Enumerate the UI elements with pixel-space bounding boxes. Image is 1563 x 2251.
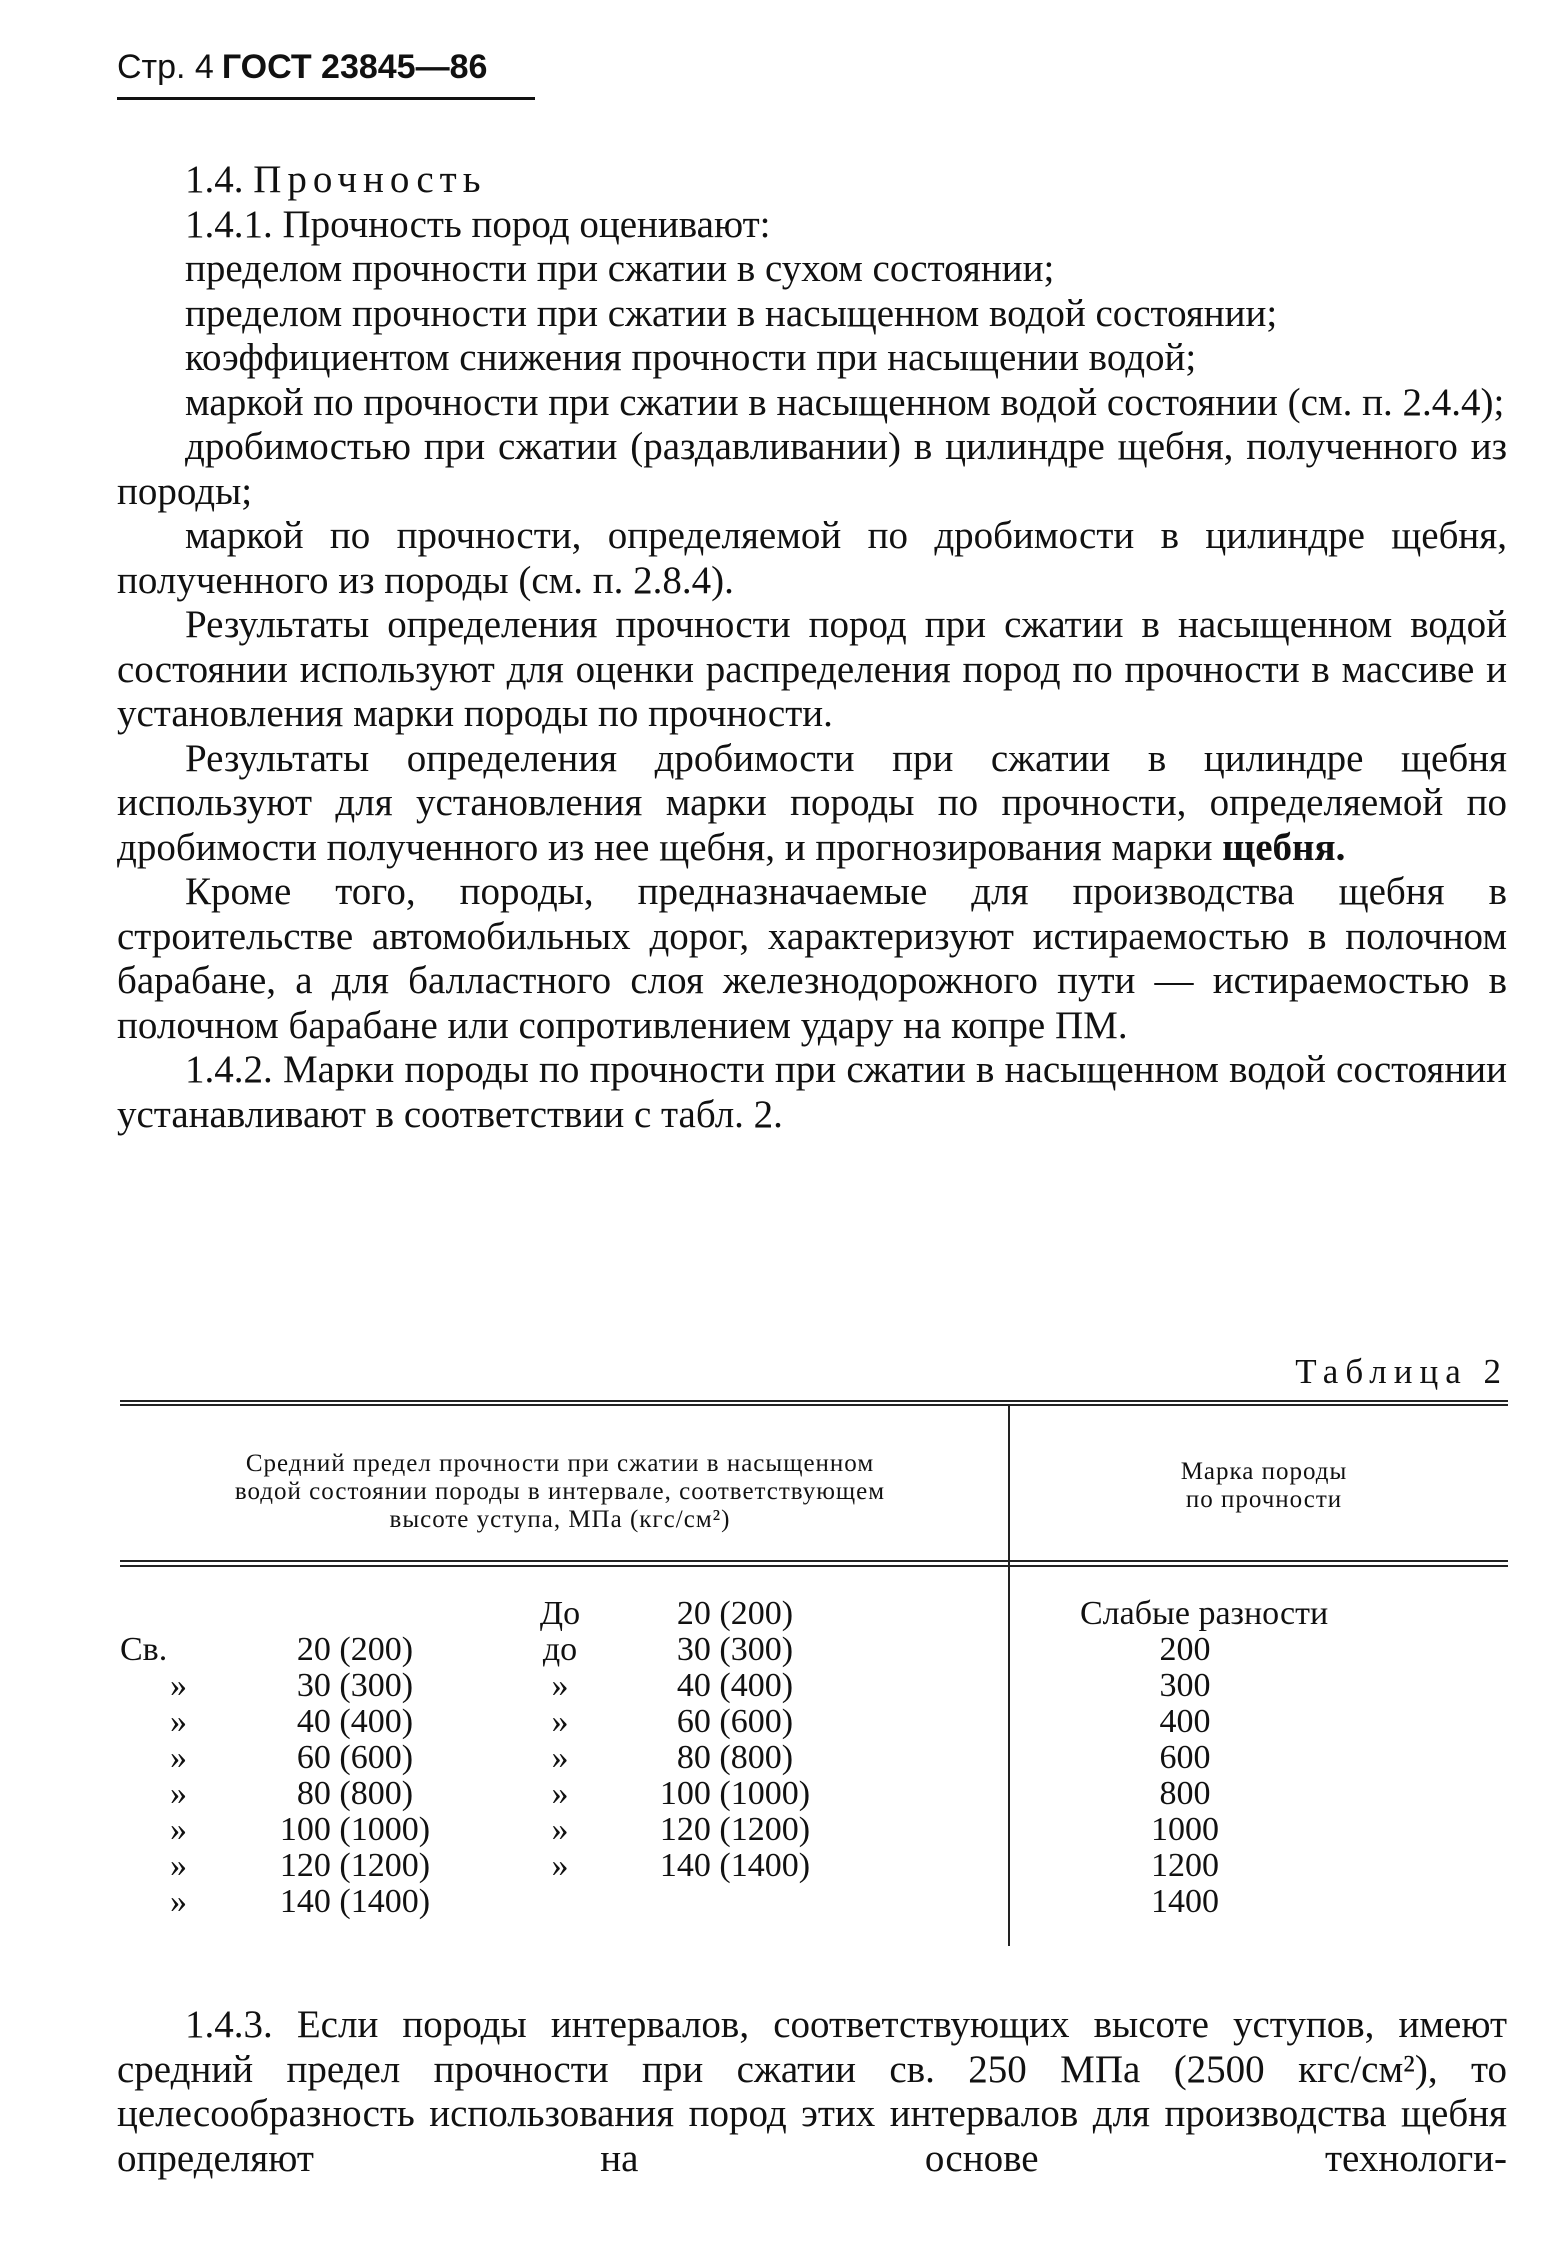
from-value: 100 (1000) bbox=[279, 1811, 431, 1848]
from-prefix: » bbox=[170, 1739, 187, 1776]
column-header-strength-line: водой состоянии породы в интервале, соответствующем bbox=[234, 1478, 886, 1505]
table-caption: Таблица 2 bbox=[1295, 1352, 1508, 1391]
table-row bbox=[120, 1812, 1508, 1848]
clause-1-4-2: 1.4.2. Марки породы по прочности при сжатии в насыщенном водой состоянии устанавливают в соответствии с табл. 2. bbox=[117, 1048, 1507, 1136]
to-prefix: » bbox=[551, 1739, 569, 1776]
column-header-strength bbox=[120, 1450, 1000, 1534]
clause-1-4-3: 1.4.3. Если породы интервалов, соответствующих высоте уступов, имеют средний предел прочности при сжатии св. 250 МПа (2500 кгс/см²), то целесообразность использования пород этих интервалов для производства щебня определяют на основе технологи- bbox=[117, 2003, 1507, 2180]
paragraph-results-crushability bbox=[117, 737, 1507, 871]
from-value: 40 (400) bbox=[296, 1703, 414, 1740]
paragraph-results-crushability-bold: щебня. bbox=[1222, 825, 1346, 869]
from-prefix: » bbox=[170, 1775, 187, 1812]
grade-value: 1200 bbox=[1151, 1847, 1219, 1884]
page-header bbox=[117, 48, 537, 87]
table-row bbox=[120, 1740, 1508, 1776]
column-header-grade-line: Марка породы bbox=[1180, 1458, 1348, 1485]
column-header-strength-line: высоте уступа, МПа (кгс/см²) bbox=[389, 1506, 731, 1533]
column-header-strength-line: Средний предел прочности при сжатии в насыщенном bbox=[245, 1450, 875, 1477]
from-prefix: » bbox=[170, 1883, 187, 1920]
header-bottom-rule bbox=[120, 1560, 1508, 1562]
to-prefix: » bbox=[551, 1703, 569, 1740]
to-value: 40 (400) bbox=[676, 1667, 794, 1704]
grade-value: 300 bbox=[1159, 1667, 1211, 1704]
table-row bbox=[120, 1704, 1508, 1740]
column-header-grade-line: по прочности bbox=[1185, 1486, 1343, 1513]
from-prefix: » bbox=[170, 1847, 187, 1884]
paragraph-besides: Кроме того, породы, предназначаемые для производства щебня в строительстве автомобильных дорог, характеризуют истираемостью в полочном барабане, а для балластного слоя железнодорожного пути — истираемостью в полочном барабане или сопротивлением удару на копре ПМ. bbox=[117, 870, 1507, 1047]
to-value: 80 (800) bbox=[676, 1739, 794, 1776]
from-prefix: » bbox=[170, 1703, 187, 1740]
page-number: Стр. 4 bbox=[117, 48, 214, 86]
grade-value: 800 bbox=[1159, 1775, 1211, 1812]
from-value: 30 (300) bbox=[296, 1667, 414, 1704]
to-value: 20 (200) bbox=[676, 1595, 794, 1632]
paragraph-results-strength: Результаты определения прочности пород при сжатии в насыщенном водой состоянии используют для оценки распределения пород по прочности в массиве и установления марки породы по прочности. bbox=[117, 603, 1507, 735]
clause-1-4-3-block bbox=[117, 2003, 1507, 2181]
to-value: 60 (600) bbox=[676, 1703, 794, 1740]
table-row bbox=[120, 1668, 1508, 1704]
table-row bbox=[120, 1884, 1508, 1920]
to-prefix: » bbox=[551, 1811, 569, 1848]
grade-value: 1000 bbox=[1151, 1811, 1219, 1848]
table-top-rule bbox=[120, 1400, 1508, 1402]
list-item: коэффициентом снижения прочности при насыщении водой; bbox=[185, 336, 1197, 379]
from-value: 120 (1200) bbox=[279, 1847, 431, 1884]
list-item: пределом прочности при сжатии в насыщенном водой состоянии; bbox=[185, 291, 1278, 335]
list-item: маркой по прочности при сжатии в насыщенном водой состоянии (см. п. 2.4.4); bbox=[185, 380, 1505, 424]
from-prefix: » bbox=[170, 1811, 187, 1848]
to-prefix: » bbox=[551, 1667, 569, 1704]
grade-value: 400 bbox=[1159, 1703, 1211, 1740]
header-bottom-rule-2 bbox=[120, 1565, 1508, 1567]
to-value: 100 (1000) bbox=[659, 1775, 811, 1812]
from-value: 140 (1400) bbox=[279, 1883, 431, 1920]
from-prefix: Св. bbox=[120, 1631, 168, 1668]
standard-code: ГОСТ 23845—86 bbox=[221, 48, 488, 86]
strength-grade-table bbox=[120, 1400, 1508, 1945]
grade-value: 200 bbox=[1159, 1631, 1211, 1668]
table-row bbox=[120, 1596, 1508, 1632]
table-row bbox=[120, 1632, 1508, 1668]
grade-value: 1400 bbox=[1151, 1883, 1219, 1920]
grade-value: 600 bbox=[1159, 1739, 1211, 1776]
to-prefix: до bbox=[542, 1631, 578, 1668]
table-row bbox=[120, 1776, 1508, 1812]
section-heading-number: 1.4. bbox=[185, 158, 244, 201]
to-value: 120 (1200) bbox=[659, 1811, 811, 1848]
to-value: 140 (1400) bbox=[659, 1847, 811, 1884]
list-item: маркой по прочности, определяемой по дробимости в цилиндре щебня, полученного из породы (см. п. 2.8.4). bbox=[117, 514, 1507, 602]
from-prefix: » bbox=[170, 1667, 187, 1704]
from-value: 80 (800) bbox=[296, 1775, 414, 1812]
list-item: пределом прочности при сжатии в сухом состоянии; bbox=[185, 247, 1055, 290]
table-top-rule-2 bbox=[120, 1404, 1508, 1406]
section-heading bbox=[117, 158, 1507, 203]
column-header-grade bbox=[1020, 1458, 1508, 1514]
to-value: 30 (300) bbox=[676, 1631, 794, 1668]
to-prefix: » bbox=[551, 1847, 569, 1884]
section-heading-title: Прочность bbox=[253, 158, 487, 201]
clause-1-4-1: 1.4.1. Прочность пород оценивают: bbox=[185, 202, 771, 246]
to-prefix: До bbox=[539, 1595, 581, 1632]
paragraph-results-crushability-text: Результаты определения дробимости при сжатии в цилиндре щебня используют для установления марки породы по прочности, определяемой по дробимости полученного из нее щебня, и прогнозирования марки bbox=[117, 736, 1507, 869]
to-prefix: » bbox=[551, 1775, 569, 1812]
from-value: 20 (200) bbox=[296, 1631, 414, 1668]
section-1-4-text bbox=[117, 158, 1507, 1137]
grade-value: Слабые разности bbox=[1080, 1595, 1329, 1632]
table-row bbox=[120, 1848, 1508, 1884]
list-item: дробимостью при сжатии (раздавливании) в цилиндре щебня, полученного из породы; bbox=[117, 425, 1507, 513]
header-rule bbox=[117, 97, 535, 100]
from-value: 60 (600) bbox=[296, 1739, 414, 1776]
